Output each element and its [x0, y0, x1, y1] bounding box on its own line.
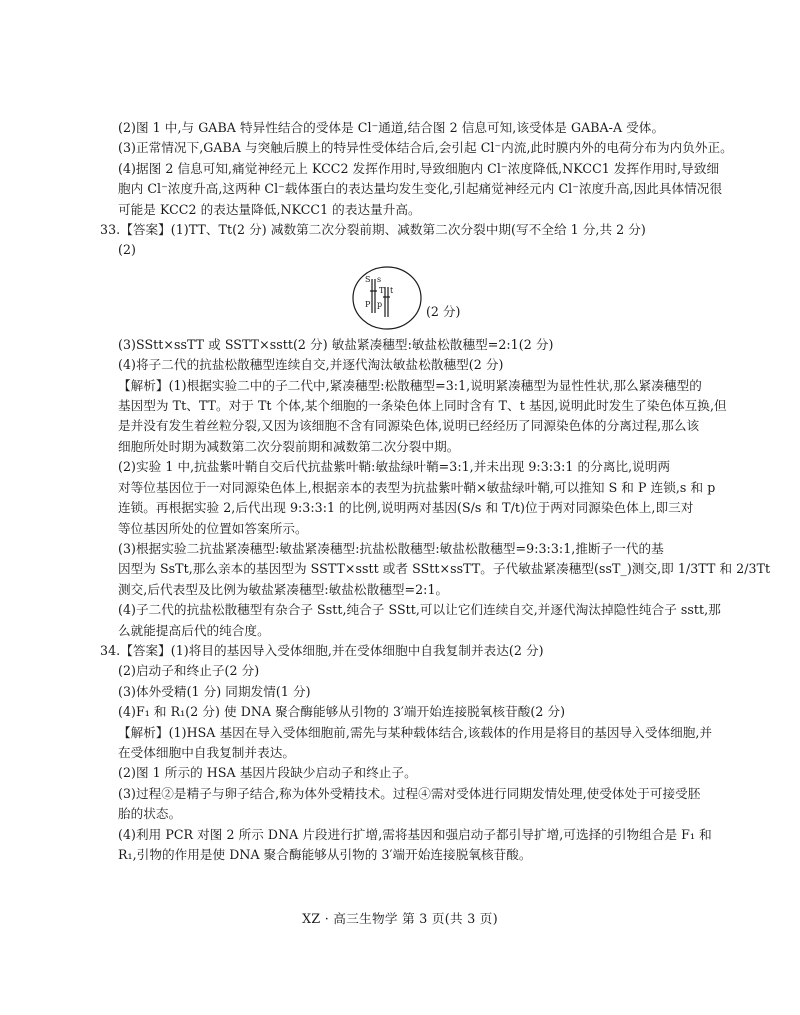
cell-outline [353, 267, 421, 329]
q33-explain-4-line2: 么就能提高后代的纯合度。 [118, 622, 270, 638]
q33-answer-2-label: (2) [118, 242, 136, 258]
q33-explain-1-line3: 是并没有发生着丝粒分裂,又因为该细胞不含有同源染色体,说明已经经历了同源染色体的分离过程,那么该 [118, 418, 700, 434]
q34-answer-1 [100, 641, 688, 661]
q33-answer-3: (3)SStt×ssTT 或 SSTT×sstt(2 分) 敏盐紧凑穗型:敏盐松散穗型=2:1(2 分) [118, 336, 554, 352]
q34-answer-2: (2)启动子和终止子(2 分) [118, 663, 260, 679]
q34-answer-4: (4)F₁ 和 R₁(2 分) 使 DNA 聚合酶能够从引物的 3′端开始连接脱氧核苷酸(2 分) [118, 704, 566, 720]
q34-explain-3-line1: (3)过程②是精子与卵子结合,称为体外受精技术。过程④需对受体进行同期发情处理,使受体处于可接受胚 [118, 785, 701, 801]
cell-chromosome-diagram [350, 263, 424, 333]
q34-answer-1-text: 【答案】(1)将目的基因导入受体细胞,并在受体细胞中自我复制并表达(2 分) [120, 642, 544, 658]
q33-answer-1-text: 【答案】(1)TT、Tt(2 分) 减数第二次分裂前期、减数第二次分裂中期(写不全给 1 分,共 2 分) [120, 222, 646, 238]
q32-answer-4-line1: (4)据图 2 信息可知,痛觉神经元上 KCC2 发挥作用时,导致细胞内 Cl⁻浓度降低,NKCC1 发挥作用时,导致细 [118, 160, 720, 176]
q34-explain-4-line2: R₁,引物的作用是使 DNA 聚合酶能够从引物的 3′端开始连接脱氧核苷酸。 [118, 847, 532, 862]
answer-content [100, 118, 771, 865]
q32-answer-4-line3: 可能是 KCC2 的表达量降低,NKCC1 的表达量升高。 [118, 201, 421, 217]
figure-score: (2 分) [426, 303, 461, 319]
q33-explain-1-line1: 【解析】(1)根据实验二中的子二代中,紧凑穗型:松散穗型=3:1,说明紧凑穗型为显性性状,那么紧凑穗型的 [118, 377, 702, 393]
q34-number: 34. [100, 642, 121, 658]
q32-answer-2: (2)图 1 中,与 GABA 特异性结合的受体是 Cl⁻通道,结合图 2 信息可知,该受体是 GABA-A 受体。 [118, 120, 665, 135]
q33-answer-4: (4)将子二代的抗盐松散穗型连续自交,并逐代淘汰敏盐松散穗型(2 分) [118, 357, 504, 373]
q33-explain-2-line4: 等位基因所处的位置如答案所示。 [118, 520, 308, 536]
q33-explain-1-line2: 基因型为 Tt、TT。对于 Tt 个体,某个细胞的一条染色体上同时含有 T、t 基因,说明此时发生了染色体互换,但 [118, 398, 727, 414]
q33-explain-4-line1: (4)子二代的抗盐松散穗型有杂合子 Sstt,纯合子 SStt,可以让它们连续自交,并逐代淘汰掉隐性纯合子 sstt,那 [118, 602, 721, 618]
gene-label-S-left: S [365, 274, 371, 284]
q33-answer-1 [100, 220, 688, 240]
gene-label-p: p [377, 299, 383, 309]
q33-explain-3-line3: 测交,后代表型及比例为敏盐紧凑穗型:敏盐松散穗型=2:1。 [118, 581, 449, 597]
q34-explain-1-line2: 在受体细胞中自我复制并表达。 [118, 744, 296, 760]
gene-label-T: T [379, 285, 385, 295]
q34-explain-1-line1: 【解析】(1)HSA 基因在导入受体细胞前,需先与某种载体结合,该载体的作用是将目的基因导入受体细胞,并 [118, 724, 713, 740]
gene-label-s-right: s [377, 274, 382, 284]
q34-explain-4-line1: (4)利用 PCR 对图 2 所示 DNA 片段进行扩增,需将基因和强启动子都引导扩增,可选择的引物组合是 F₁ 和 [118, 826, 712, 842]
q33-explain-3-line1: (3)根据实验二抗盐紧凑穗型:敏盐紧凑穗型:抗盐松散穗型:敏盐松散穗型=9:3:3:1,推断子一代的基 [118, 540, 664, 556]
q32-answer-4-line2: 胞内 Cl⁻浓度升高,这两种 Cl⁻载体蛋白的表达量均发生变化,引起痛觉神经元内 Cl⁻浓度升高,因此具体情况很 [118, 181, 723, 197]
q33-explain-3-line2: 因型为 SsTt,那么亲本的基因型为 SSTT×sstt 或者 SStt×ssTT。子代敏盐紧凑穗型(ssT_)测交,即 1/3TT 和 2/3Tt [118, 561, 771, 577]
q33-explain-1-line4: 细胞所处时期为减数第二次分裂前期和减数第二次分裂中期。 [118, 438, 460, 454]
q33-explain-2-line1: (2)实验 1 中,抗盐紫叶鞘自交后代抗盐紫叶鞘:敏盐绿叶鞘=3:1,并未出现 9:3:3:1 的分离比,说明两 [118, 459, 671, 475]
gene-label-P: P [365, 299, 371, 309]
page-footer: XZ · 高三生物学 第 3 页(共 3 页) [302, 911, 498, 926]
q32-answer-3: (3)正常情况下,GABA 与突触后膜上的特异性受体结合后,会引起 Cl⁻内流,此时膜内外的电荷分布为内负外正。 [118, 140, 733, 156]
gene-label-t: t [390, 285, 394, 295]
q33-number: 33. [100, 222, 121, 238]
q34-answer-3: (3)体外受精(1 分) 同期发情(1 分) [118, 683, 311, 699]
q33-explain-2-line3: 连锁。再根据实验 2,后代出现 9:3:3:1 的比例,说明两对基因(S/s 和 T/t)位于两对同源染色体上,即三对 [118, 500, 694, 516]
chromosome-figure-row [118, 261, 688, 335]
q34-explain-2: (2)图 1 所示的 HSA 基因片段缺少启动子和终止子。 [118, 765, 417, 781]
q34-explain-3-line2: 胎的状态。 [118, 806, 182, 822]
q33-explain-2-line2: 对等位基因位于一对同源染色体上,根据亲本的表型为抗盐紫叶鞘×敏盐绿叶鞘,可以推知 S 和 P 连锁,s 和 p [118, 479, 716, 495]
